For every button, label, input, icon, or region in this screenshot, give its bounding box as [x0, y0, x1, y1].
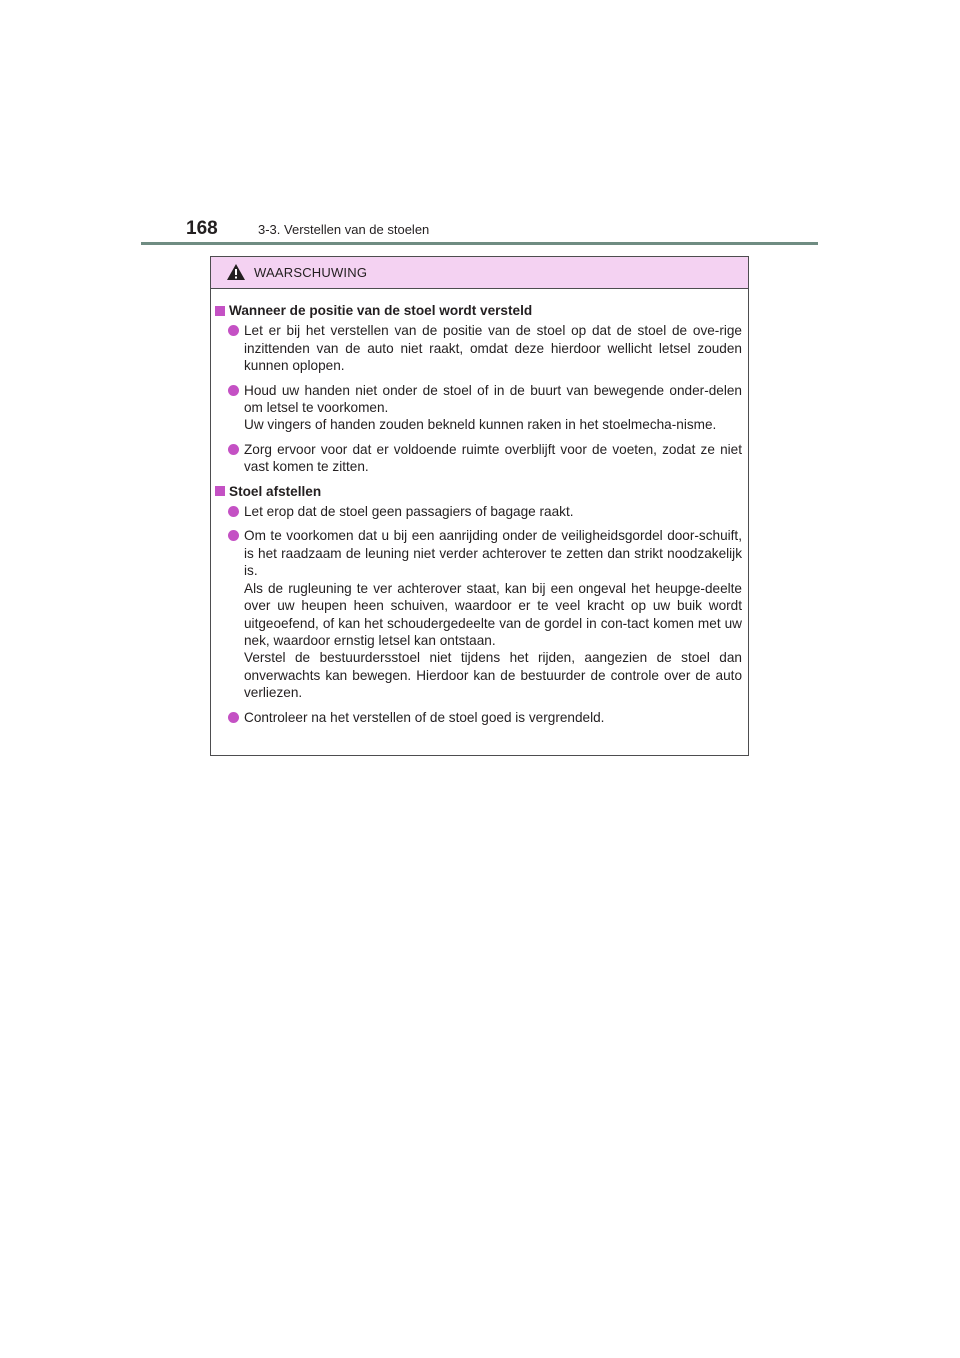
bullet-item-text — [244, 527, 742, 701]
section-heading-text: Wanneer de positie van de stoel wordt versteld — [229, 303, 533, 318]
section-heading — [215, 302, 742, 319]
paragraph: Uw vingers of handen zouden bekneld kunnen raken in het stoelmecha-nisme. — [244, 417, 717, 433]
paragraph: Om te voorkomen dat u bij een aanrijding onder de veiligheidsgordel door-schuift, is het raadzaam de leuning niet verder achterover te zetten dan strikt noodzakelijk is. — [244, 528, 742, 579]
round-bullet-icon — [228, 325, 239, 336]
header-divider — [141, 242, 818, 245]
paragraph: Zorg ervoor voor dat er voldoende ruimte overblijft voor de voeten, zodat ze niet vast komen te zitten. — [244, 441, 742, 475]
paragraph: Als de rugleuning te ver achterover staat, kan bij een ongeval het heupge-deelte over uw heupen heen schuiven, waardoor er te veel kracht op uw buik wordt uitgeoefend, of kan het schoudergedeelte van de gordel in con-tact komen met uw nek, waardoor ernstig letsel kan ontstaan. — [244, 580, 742, 648]
section-heading — [215, 483, 742, 500]
page-number: 168 — [186, 218, 218, 239]
bullet-item-text — [244, 503, 742, 520]
bullet-item — [228, 322, 742, 374]
round-bullet-icon — [228, 530, 239, 541]
bullet-item — [228, 503, 742, 520]
bullet-item — [228, 709, 742, 726]
round-bullet-icon — [228, 712, 239, 723]
bullet-item-text — [244, 441, 742, 476]
paragraph: Let erop dat de stoel geen passagiers of bagage raakt. — [244, 504, 574, 520]
paragraph: Controleer na het verstellen of de stoel goed is vergrendeld. — [244, 709, 605, 725]
square-bullet-icon — [215, 306, 225, 316]
round-bullet-icon — [228, 385, 239, 396]
warning-body — [211, 289, 748, 726]
paragraph: Houd uw handen niet onder de stoel of in de buurt van bewegende onder-delen om letsel te voorkomen. — [244, 382, 742, 416]
round-bullet-icon — [228, 506, 239, 517]
warning-header — [211, 257, 748, 289]
square-bullet-icon — [215, 486, 225, 496]
bullet-item-text — [244, 709, 742, 726]
warning-triangle-icon — [226, 263, 246, 281]
bullet-item-text — [244, 382, 742, 434]
bullet-item — [228, 441, 742, 476]
bullet-item — [228, 382, 742, 434]
paragraph: Verstel de bestuurdersstoel niet tijdens het rijden, aangezien de stoel dan onverwachts kan bewegen. Hierdoor kan de bestuurder de controle over de auto verliezen. — [244, 650, 742, 701]
warning-title: WAARSCHUWING — [254, 265, 368, 280]
warning-box — [210, 256, 749, 756]
bullet-item-text — [244, 322, 742, 374]
section-title: 3-3. Verstellen van de stoelen — [258, 222, 430, 237]
round-bullet-icon — [228, 444, 239, 455]
paragraph: Let er bij het verstellen van de positie van de stoel op dat de stoel de ove-rige inzittenden van de auto niet raakt, omdat deze hierdoor wellicht letsel zouden kunnen oplopen. — [244, 323, 742, 374]
section-heading-text: Stoel afstellen — [229, 483, 322, 499]
bullet-item — [228, 527, 742, 701]
